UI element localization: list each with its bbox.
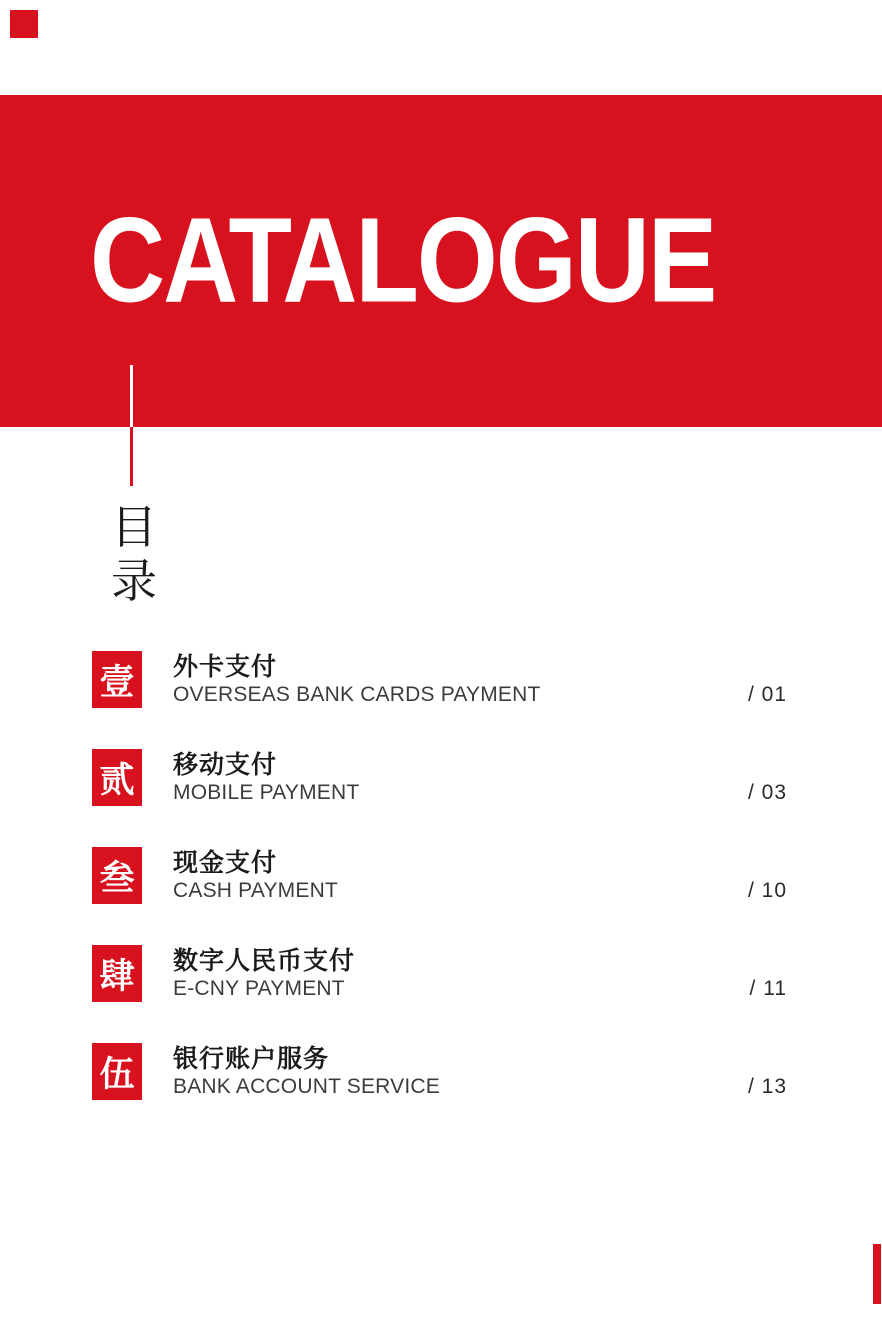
item-numeral-text: 贰 bbox=[99, 760, 135, 800]
item-numeral-text: 叁 bbox=[99, 858, 135, 898]
item-titles bbox=[173, 945, 355, 1002]
toc-item[interactable] bbox=[92, 651, 787, 708]
item-title-en: E-CNY PAYMENT bbox=[173, 977, 345, 1000]
item-numeral-badge bbox=[92, 945, 142, 1002]
item-title-en: BANK ACCOUNT SERVICE bbox=[173, 1075, 440, 1098]
item-title-en: MOBILE PAYMENT bbox=[173, 781, 360, 804]
item-page-number: / 01 bbox=[747, 683, 787, 706]
item-title-zh: 数字人民币支付 bbox=[173, 947, 356, 975]
item-titles bbox=[173, 651, 541, 708]
right-edge-accent-bar bbox=[873, 1244, 881, 1304]
item-titles bbox=[173, 847, 338, 904]
item-titles bbox=[173, 1043, 440, 1100]
toc-item[interactable] bbox=[92, 749, 787, 806]
item-title-zh: 现金支付 bbox=[173, 849, 278, 877]
toc-item[interactable] bbox=[92, 945, 787, 1002]
item-page-number: / 03 bbox=[747, 781, 787, 804]
toc-item[interactable] bbox=[92, 847, 787, 904]
item-page-number: / 13 bbox=[747, 1075, 787, 1098]
item-title-zh: 银行账户服务 bbox=[173, 1045, 330, 1073]
item-numeral-badge bbox=[92, 651, 142, 708]
item-numeral-badge bbox=[92, 749, 142, 806]
connector-line-red-segment bbox=[130, 427, 133, 486]
item-page-number: / 10 bbox=[747, 879, 787, 902]
top-left-accent-square bbox=[10, 10, 38, 38]
item-numeral-badge bbox=[92, 1043, 142, 1100]
toc-item[interactable] bbox=[92, 1043, 787, 1100]
item-title-zh: 外卡支付 bbox=[173, 653, 278, 681]
item-numeral-text: 伍 bbox=[99, 1054, 135, 1094]
section-heading-char-2: 录 bbox=[111, 555, 157, 607]
toc-list bbox=[92, 651, 787, 1100]
item-title-en: OVERSEAS BANK CARDS PAYMENT bbox=[173, 683, 541, 706]
item-title-en: CASH PAYMENT bbox=[173, 879, 338, 902]
item-titles bbox=[173, 749, 359, 806]
section-heading-char-1: 目 bbox=[111, 501, 157, 553]
page-title: CATALOGUE bbox=[90, 193, 716, 329]
item-numeral-badge bbox=[92, 847, 142, 904]
item-numeral-text: 肆 bbox=[99, 956, 135, 996]
connector-line-white-segment bbox=[130, 365, 133, 427]
section-heading-mulu bbox=[111, 500, 157, 608]
item-numeral-text: 壹 bbox=[99, 662, 135, 702]
item-page-number: / 11 bbox=[749, 977, 787, 1000]
item-title-zh: 移动支付 bbox=[173, 751, 278, 779]
